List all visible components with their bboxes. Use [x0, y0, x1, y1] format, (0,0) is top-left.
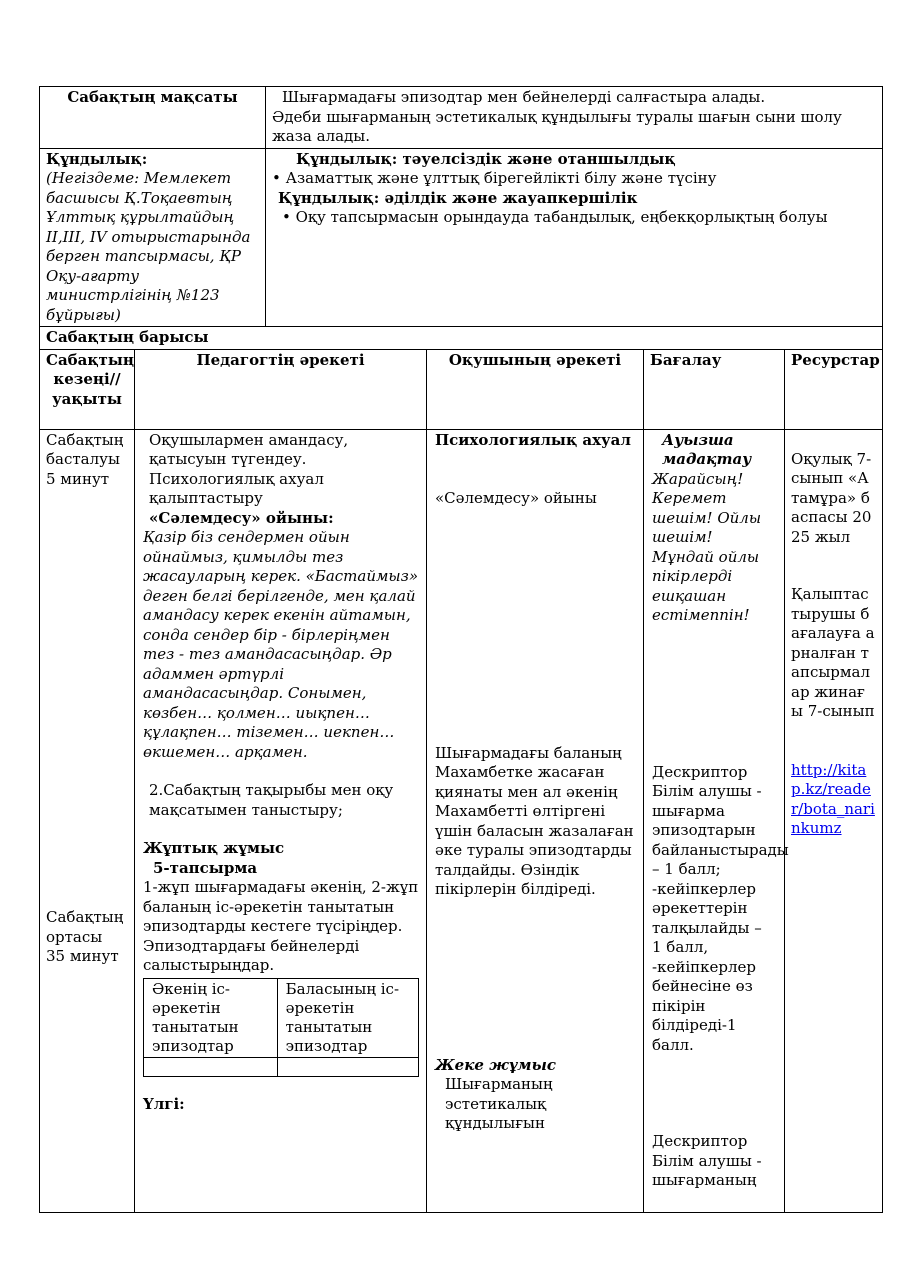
episode-table	[143, 978, 419, 1077]
goal-label: Сабақтың мақсаты	[40, 87, 266, 149]
descriptor-2-title: Дескриптор	[652, 1132, 748, 1150]
progress-title: Сабақтың барысы	[40, 327, 883, 350]
value-1-title: Құндылық: тәуелсіздік және отаншылдық	[296, 149, 676, 168]
header-student: Оқушының әрекеті	[427, 349, 644, 429]
resource-link[interactable]: http://kitap.kz/reader/bota_narinkumz	[791, 760, 875, 837]
episode-col-father: Әкенің іс-әрекетін танытатын эпизодтар	[144, 978, 278, 1057]
stage-start: Сабақтың басталуы	[46, 430, 124, 468]
header-stage: Сабақтың кезеңі// уақыты	[40, 349, 135, 429]
topic-intro: 2.Сабақтың тақырыбы мен оқу мақсатымен таныстыру;	[149, 781, 394, 819]
teacher-cell	[135, 429, 427, 1212]
header-resources: Ресурстар	[785, 349, 883, 429]
header-row	[40, 349, 883, 429]
solo-work-text: Шығарманың эстетикалық құндылығын	[445, 1075, 553, 1132]
values-row	[40, 148, 883, 327]
stage-start-time: 5 минут	[46, 469, 110, 488]
header-assessment: Бағалау	[644, 349, 785, 429]
descriptor-1-title: Дескриптор	[652, 762, 748, 781]
task-title: 5-тапсырма	[153, 858, 258, 877]
episode-empty-cell-1[interactable]	[144, 1057, 278, 1076]
descriptor-2-text: Білім алушы - шығарманың	[652, 1151, 762, 1189]
value-2-title: Құндылық: әділдік және жауапкершілік	[278, 188, 638, 207]
lesson-plan-table	[39, 86, 883, 1213]
resources-cell	[785, 429, 883, 1212]
values-label-cell	[40, 148, 266, 327]
student-analysis: Шығармадағы баланың Махамбетке жасаған қиянаты мен ал әкенің Махамбетті өлтіргені үшін баласын жазалаған әке туралы эпизодтарды талдайды. Өзіндік пікірлерін білдіреді.	[435, 743, 634, 898]
game-title: «Сәлемдесу» ойыны:	[149, 508, 334, 527]
stage-middle: Сабақтың ортасы	[46, 908, 124, 946]
task-text: 1-жұп шығармадағы әкенің, 2-жұп баланың іс-әрекетін танытатын эпизодтарды кестеге түсіріңдер. Эпизодтардағы бейнелерді салыстырыңдар.	[143, 878, 419, 974]
goal-line-1: Шығармадағы эпизодтар мен бейнелерді салғастыра алады.	[282, 88, 766, 106]
goal-text	[266, 87, 883, 149]
oral-praise-text: Жарайсың! Керемет шешім! Ойлы шешім! Мұндай ойлы пікірлерді ешқашан естімеппін!	[652, 469, 762, 624]
values-content	[266, 148, 883, 327]
goal-line-2: Әдеби шығарманың эстетикалық құндылығы туралы шағын сыни шолу жаза алады.	[272, 107, 842, 145]
resource-textbook: Оқулық 7-сынып «Атамұра» баспасы 2025 жыл	[791, 449, 872, 546]
episode-empty-cell-2[interactable]	[277, 1057, 418, 1076]
solo-work-title: Жеке жұмыс	[435, 1055, 556, 1074]
game-instructions: Қазір біз сендермен ойын ойнаймыз, қимылды тез жасауларың керек. «Бастаймыз» деген белгі берілгенде, мен қалай амандасу керек екенін айтамын, сонда сендер бір - бірлеріңмен тез - тез амандасасыңдар. Әр адаммен әртүрлі амандасасыңдар. Сонымен, көзбен… қолмен… иықпен… құлақпен… тіземен… иекпен… өкшемен… арқамен.	[143, 528, 418, 761]
lesson-body-row	[40, 429, 883, 1212]
resource-tasks: Қалыптастырушы бағалауға арналған тапсырмалар жинағы 7-сынып	[791, 585, 875, 720]
student-psych: Психологиялық ахуал	[435, 430, 631, 449]
value-2-item: • Оқу тапсырмасын орындауда табандылық, еңбекқорлықтың болуы	[282, 208, 828, 226]
header-teacher: Педагогтің әрекеті	[135, 349, 427, 429]
values-note: (Негіздеме: Мемлекет басшысы Қ.Тоқаевтың Ұлттық құрылтайдың II,III, IV отырыстарында берген тапсырмасы, ҚР Оқу-ағарту министрлігінің №123 бұйрығы)	[46, 169, 251, 324]
sample-label: Үлгі:	[143, 1094, 185, 1113]
pair-work-title: Жұптық жұмыс	[143, 839, 285, 857]
assessment-cell	[644, 429, 789, 1212]
values-label: Құндылық:	[46, 149, 148, 168]
episode-col-son: Баласының іс-әрекетін танытатын эпизодтар	[277, 978, 418, 1057]
progress-row	[40, 327, 883, 350]
goal-row	[40, 87, 883, 149]
oral-praise-title: Ауызша мадақтау	[662, 430, 752, 468]
student-cell	[427, 429, 644, 1212]
value-1-item: • Азаматтық және ұлттық бірегейлікті білу және түсіну	[272, 169, 717, 187]
stage-middle-time: 35 минут	[46, 947, 119, 965]
stage-cell	[40, 429, 135, 1212]
student-game: «Сәлемдесу» ойыны	[435, 489, 597, 507]
teacher-intro: Оқушылармен амандасу, қатысуын түгендеу. Психологиялық ахуал қалыптастыру	[149, 430, 349, 507]
descriptor-1-text: Білім алушы - шығарма эпизодтарын байланыстырады – 1 балл; -кейіпкерлер әрекеттерін талқылайды – 1 балл, -кейіпкерлер бейнесіне өз пікірін білдіреді-1 балл.	[652, 782, 789, 1054]
